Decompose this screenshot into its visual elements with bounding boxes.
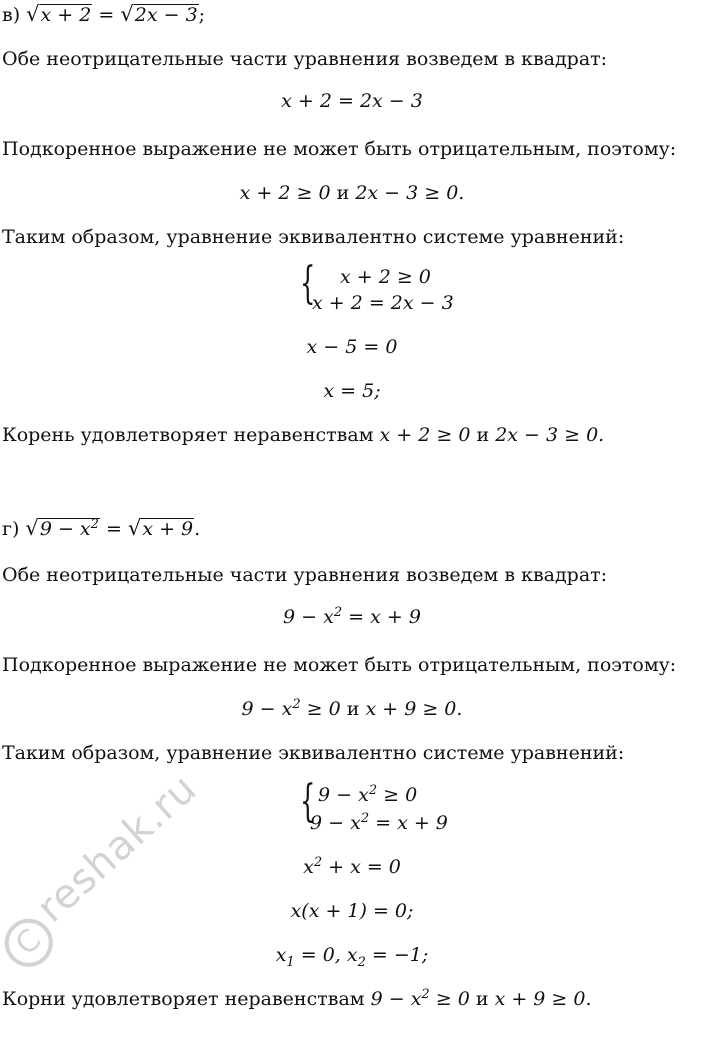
part-g-inequalities: $9 - x^2 \ge 0$ и x + 9 ≥ 0. — [241, 697, 463, 720]
watermark-text: reshak.ru — [28, 765, 206, 932]
sqrt-rhs: √x + 9 — [127, 516, 194, 540]
part-g-step-1: $x^2 + x = 0$ — [303, 855, 401, 878]
system-row-2: $9 - x^2 = x + 9$ — [310, 811, 448, 834]
part-g-radicand-text: Подкоренное выражение не может быть отрицательным, поэтому: — [2, 654, 677, 676]
sqrt-rhs: √2x − 3 — [120, 2, 198, 26]
part-v-label: в) — [2, 4, 21, 26]
part-g-squared: $9 - x^2 = x + 9$ — [283, 605, 421, 628]
sqrt-lhs: √x + 2 — [26, 2, 92, 26]
brace: { — [300, 258, 316, 309]
part-g-step-2: x(x + 1) = 0; — [290, 900, 414, 922]
system-row-1: x + 2 ≥ 0 — [340, 266, 431, 288]
part-v-squared: x + 2 = 2x − 3 — [281, 90, 423, 112]
part-g-conclusion: Корни удовлетворяет неравенствам $9 - x^2 \ge 0$ и x + 9 ≥ 0. — [2, 987, 592, 1010]
part-g-square-text: Обе неотрицательные части уравнения возведем в квадрат: — [2, 564, 608, 586]
part-g-equation: г) $√9 - x^2 = √x + 9$. — [2, 516, 201, 540]
part-v-radicand-text: Подкоренное выражение не может быть отрицательным, поэтому: — [2, 138, 677, 160]
part-g-label: г) — [2, 518, 20, 540]
part-g-step-3: $x_1 = 0$, $x_2 = -1$; — [275, 944, 429, 970]
system-row-1: $9 - x^2 \ge 0$ — [318, 783, 418, 806]
part-v-equation: в) √x + 2 = √2x − 3; — [2, 2, 206, 26]
part-v-step-2: x = 5; — [323, 380, 381, 402]
part-g-system — [300, 776, 490, 834]
part-v-square-text: Обе неотрицательные части уравнения возведем в квадрат: — [2, 48, 608, 70]
watermark — [0, 765, 244, 1052]
sqrt-lhs: $√9 - x^2$ — [25, 516, 99, 540]
copyright-icon: C — [0, 909, 63, 977]
brace: { — [300, 776, 316, 827]
part-v-system — [300, 258, 480, 314]
part-v-system-text: Таким образом, уравнение эквивалентно системе уравнений: — [2, 226, 625, 248]
part-v-conclusion: Корень удовлетворяет неравенствам x + 2 ≥ 0 и 2x − 3 ≥ 0. — [2, 424, 605, 446]
part-v-inequalities: x + 2 ≥ 0 и 2x − 3 ≥ 0. — [239, 182, 465, 204]
part-v-step-1: x − 5 = 0 — [306, 336, 398, 358]
part-g-system-text: Таким образом, уравнение эквивалентно системе уравнений: — [2, 742, 625, 764]
system-row-2: x + 2 = 2x − 3 — [312, 292, 454, 314]
